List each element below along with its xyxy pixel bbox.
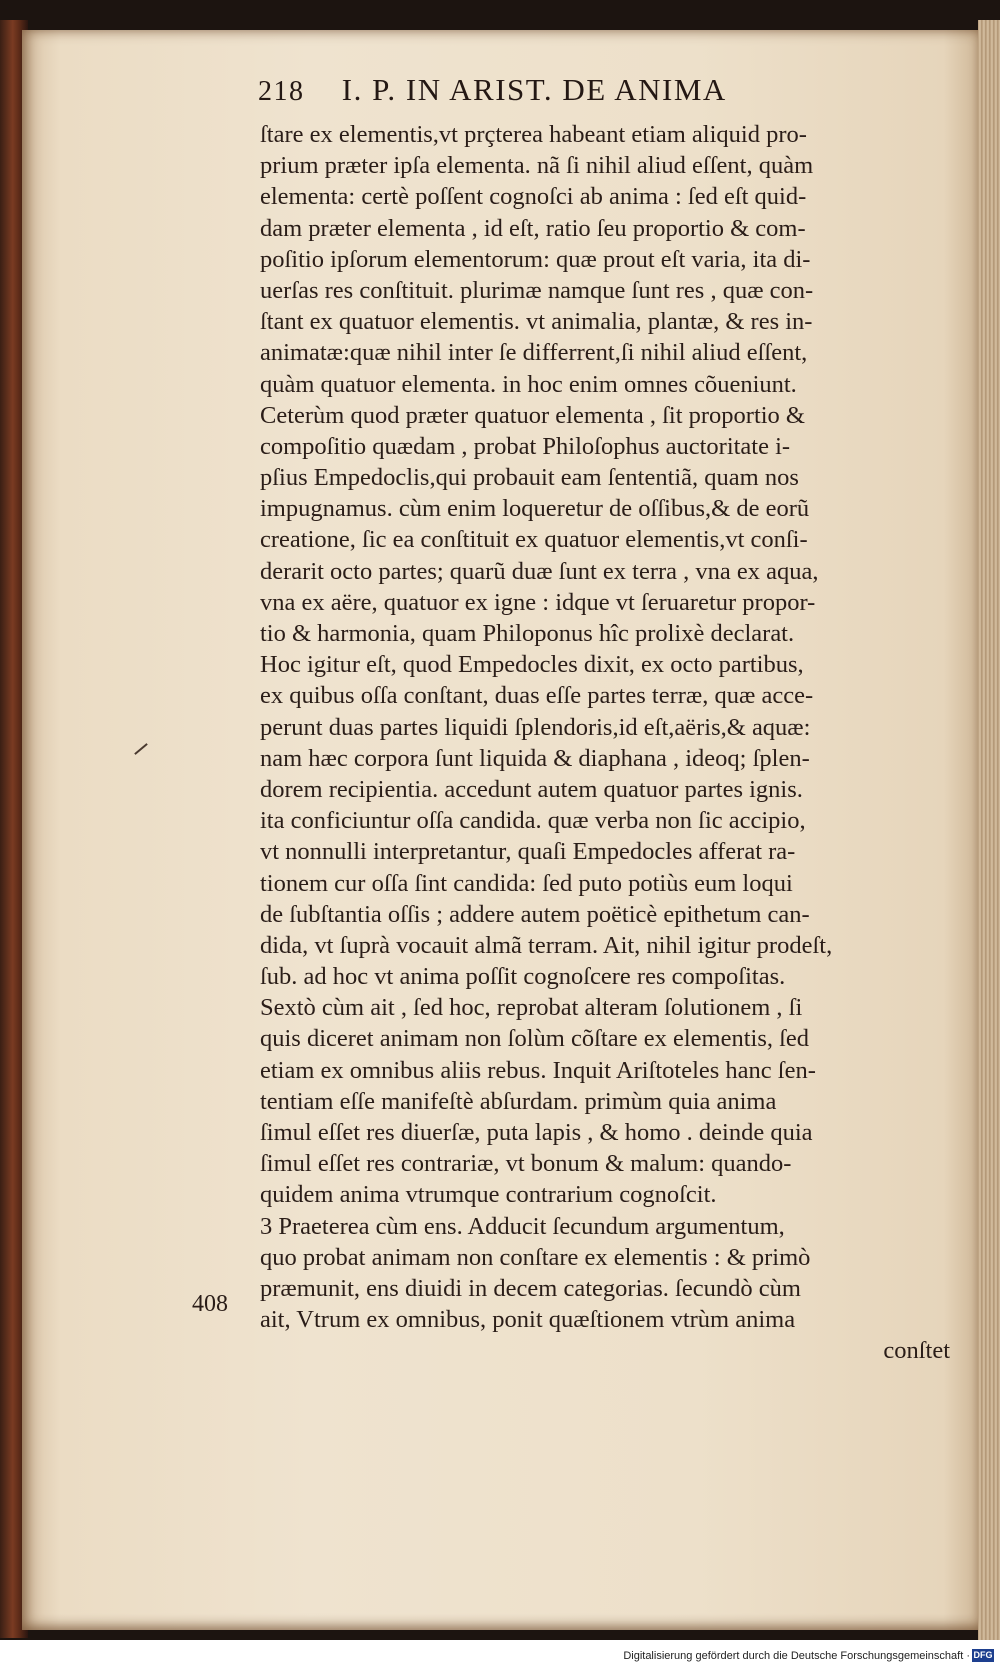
text-line: elementa: certè poſſent cognoſci ab anima : ſed eſt quid- <box>260 183 807 211</box>
text-line: 3 Praeterea cùm ens. Adducit ſecundum argumentum, <box>260 1212 785 1240</box>
text-line: vt nonnulli interpretantur, quaſi Empedocles afferat ra- <box>260 838 796 866</box>
footer-credit: Digitalisierung gefördert durch die Deutsche Forschungsgemeinschaft · <box>623 1650 970 1662</box>
text-line: ſub. ad hoc vt anima poſſit cognoſcere res compoſitas. <box>260 963 786 991</box>
text-line: ſimul eſſet res diuerſæ, puta lapis , & homo . deinde quia <box>260 1119 813 1146</box>
text-line: Hoc igitur eſt, quod Empedocles dixit, ex octo partibus, <box>260 651 804 679</box>
text-line: ſimul eſſet res contrariæ, vt bonum & malum: quando- <box>260 1150 792 1178</box>
text-line: ſtare ex elementis,vt prçterea habeant etiam aliquid pro- <box>260 121 807 148</box>
text-line: impugnamus. cùm enim loqueretur de oſſibus,& de eorũ <box>260 495 810 523</box>
running-head <box>258 72 958 116</box>
text-line: quis diceret animam non ſolùm cõſtare ex elementis, ſed <box>260 1025 810 1053</box>
text-line: uerſas res conſtituit. plurimæ namque ſunt res , quæ con- <box>260 276 814 304</box>
text-line: ſtant ex quatuor elementis. vt animalia, plantæ, & res in- <box>260 308 813 336</box>
text-line: ait, Vtrum ex omnibus, ponit quæſtionem vtrùm anima <box>260 1306 796 1334</box>
text-line: dida, vt ſuprà vocauit almã terram. Ait, nihil igitur prodeſt, <box>260 931 833 959</box>
text-line: animatæ:quæ nihil inter ſe differrent,ſi nihil aliud eſſent, <box>260 339 808 367</box>
text-line: poſitio ipſorum elementorum: quæ prout eſt varia, ita di- <box>260 245 811 273</box>
text-line: tentiam eſſe manifeſtè abſurdam. primùm quia anima <box>260 1087 777 1115</box>
text-line: derarit octo partes; quarũ duæ ſunt ex terra , vna ex aqua, <box>260 557 819 585</box>
text-line: prium præter ipſa elementa. nã ſi nihil aliud eſſent, quàm <box>260 152 814 180</box>
text-line: tio & harmonia, quam Philoponus hîc prolixè declarat. <box>260 620 795 647</box>
text-line: Sextò cùm ait , ſed hoc, reprobat alteram ſolutionem , ſi <box>260 994 803 1022</box>
catchword: conſtet <box>883 1337 950 1365</box>
text-line: compoſitio quædam , probat Philoſophus auctoritate i- <box>260 432 791 460</box>
text-line: Ceterùm quod præter quatuor elementa , ſit proportio & <box>260 401 805 429</box>
page-edges <box>978 20 1000 1640</box>
text-line: de ſubſtantia oſſis ; addere autem poëticè epithetum can- <box>260 900 810 928</box>
text-line: vna ex aëre, quatuor ex igne : idque vt ſeruaretur propor- <box>260 588 816 616</box>
running-head-title: I. P. IN ARIST. DE ANIMA <box>341 72 727 107</box>
text-line: perunt duas partes liquidi ſplendoris,id eſt,aëris,& aquæ: <box>260 713 811 741</box>
text-line: nam hæc corpora ſunt liquida & diaphana , ideoq; ſplen- <box>260 744 810 772</box>
text-line: pſius Empedoclis,qui probauit eam ſententiã, quam nos <box>260 464 799 492</box>
text-line: dam præter elementa , id eſt, ratio ſeu proportio & com- <box>260 214 806 242</box>
text-line: præmunit, ens diuidi in decem categorias. ſecundò cùm <box>260 1274 801 1302</box>
text-line: quidem anima vtrumque contrarium cognoſcit. <box>260 1181 717 1209</box>
dfg-logo-icon: DFG <box>973 1650 993 1660</box>
text-line: etiam ex omnibus aliis rebus. Inquit Ariſtoteles hanc ſen- <box>260 1056 816 1084</box>
margin-reference-number: 408 <box>192 1291 228 1317</box>
text-line: creatione, ſic ea conſtituit ex quatuor elementis,vt conſi- <box>260 526 808 554</box>
text-line: tionem cur oſſa ſint candida: ſed puto potiùs eum loqui <box>260 869 793 897</box>
text-line: ita conficiuntur oſſa candida. quæ verba non ſic accipio, <box>260 807 806 835</box>
text-line: quo probat animam non conſtare ex elementis : & primò <box>260 1243 811 1271</box>
text-line: quàm quatuor elementa. in hoc enim omnes cõueniunt. <box>260 370 797 398</box>
body-text <box>260 119 950 1367</box>
text-line: dorem recipientia. accedunt autem quatuor partes ignis. <box>260 775 803 803</box>
page-number: 218 <box>258 76 305 107</box>
text-line: ex quibus oſſa conſtant, duas eſſe partes terræ, quæ acce- <box>260 682 814 710</box>
